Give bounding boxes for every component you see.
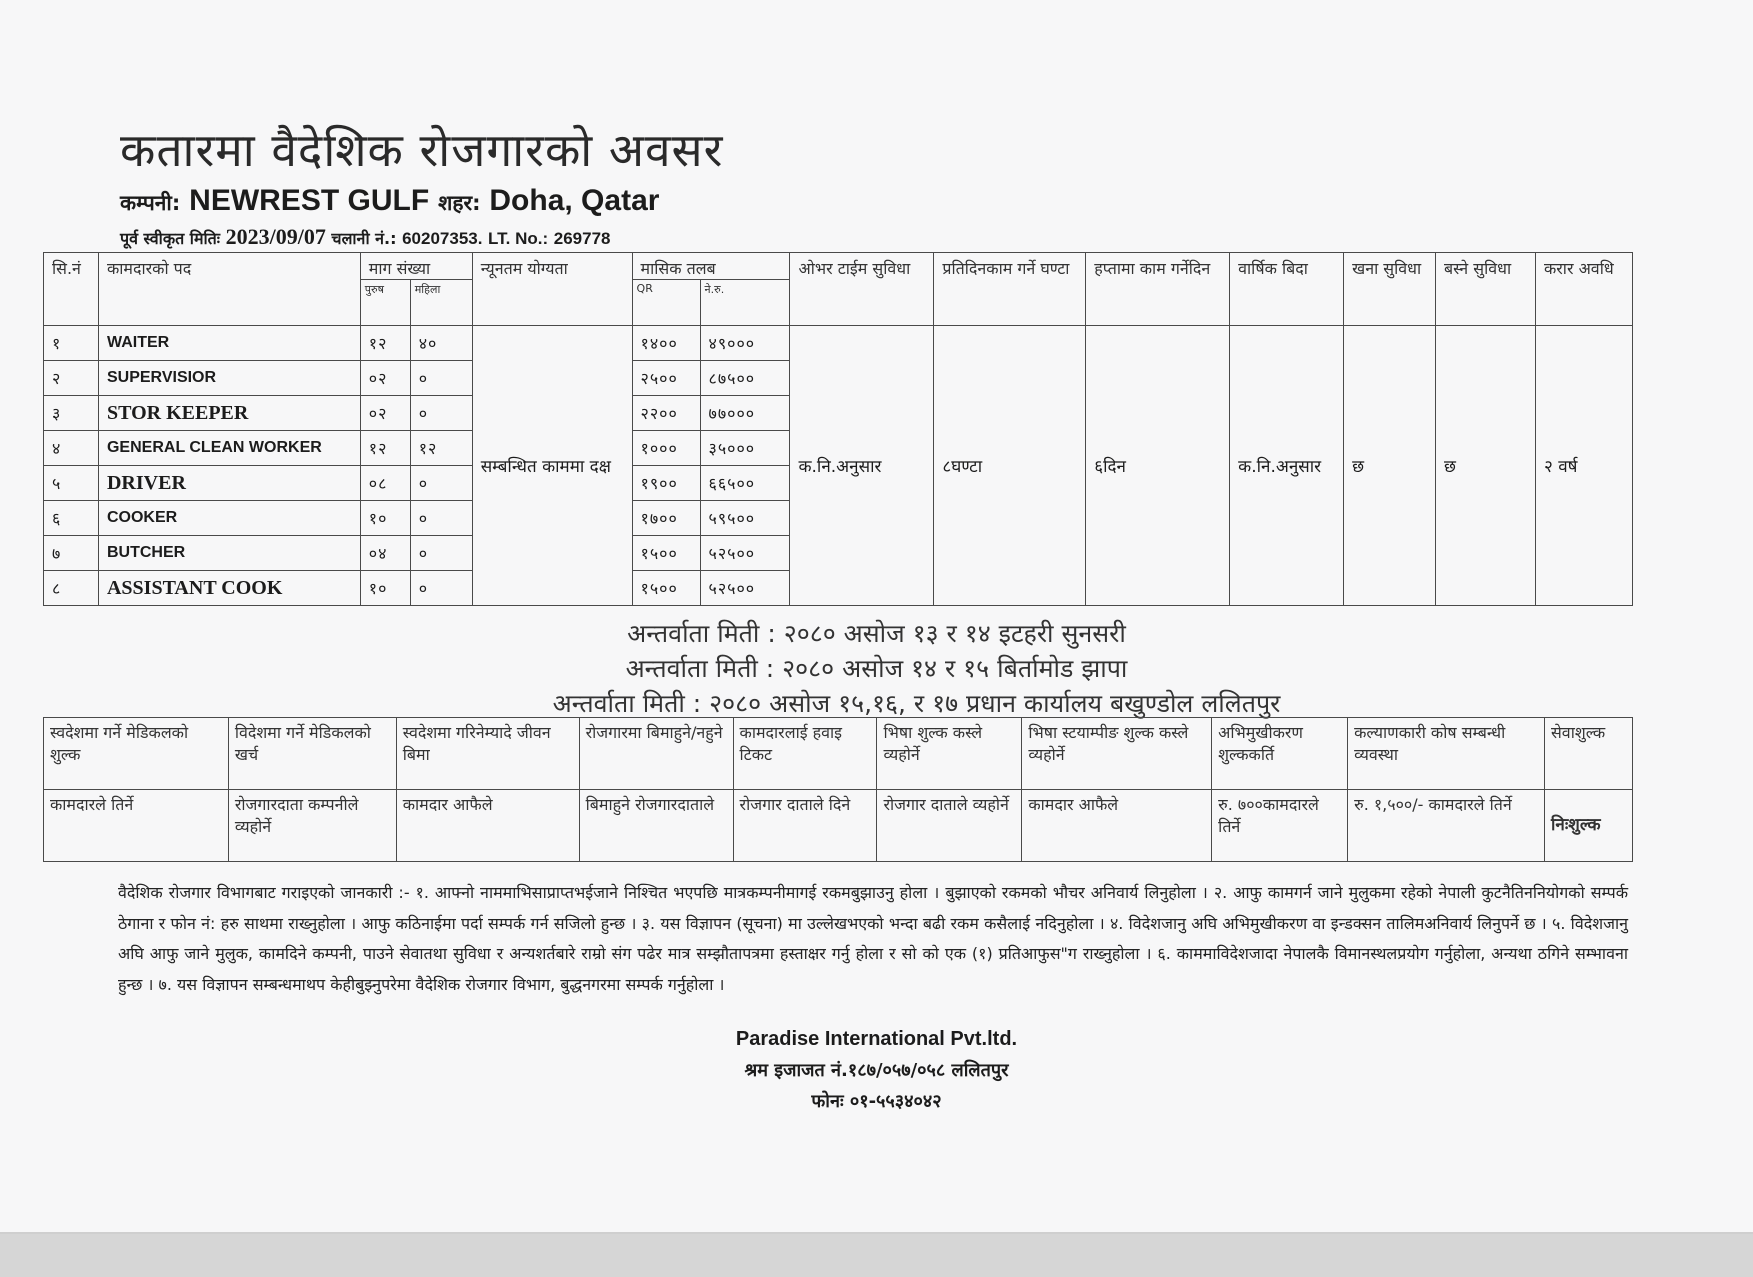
male-cell: १० [360,571,410,606]
hours-cell: ८घण्टा [934,326,1086,606]
city-label: शहर: [438,191,481,215]
female-cell: ० [410,466,472,501]
food-cell: छ [1344,326,1436,606]
npr-cell: ५२५०० [700,571,790,606]
cost-value-cell: बिमाहुने रोजगारदाताले [579,790,733,862]
qualification-cell: सम्बन्धित काममा दक्ष [472,326,632,606]
cost-header-cell: विदेशमा गर्ने मेडिकलको खर्च [228,718,396,790]
cost-value-cell: रु. १,५००/- कामदारले तिर्ने [1348,790,1545,862]
female-cell: ० [410,501,472,536]
sn-cell: ४ [44,431,99,466]
approval-date: 2023/09/07 [225,224,326,249]
page-title: कतारमा वैदेशिक रोजगारको अवसर [120,123,724,177]
qr-cell: १५०० [632,536,700,571]
sn-cell: ७ [44,536,99,571]
cost-header-cell: भिषा स्टयाम्पीङ शुल्क कस्ले व्यहोर्ने [1022,718,1212,790]
city-name: Doha, Qatar [489,184,660,217]
female-cell: ४० [410,326,472,361]
male-cell: १० [360,501,410,536]
qr-cell: १४०० [632,326,700,361]
sn-cell: ५ [44,466,99,501]
cost-value-cell: कामदार आफैले [1022,790,1212,862]
female-cell: ० [410,396,472,431]
approval-line [120,224,610,250]
interview-line-3: अन्तर्वाता मिती : २०८० असोज १५,१६, र १७ प्रधान कार्यालय बखुण्डोल ललितपुर [552,689,1281,718]
female-cell: ० [410,361,472,396]
agency-phone: फोनः ०१-५५३४०४२ [811,1091,942,1112]
npr-cell: ८७५०० [700,361,790,396]
hours-header: प्रतिदिनकाम गर्ने घण्टा [934,253,1086,326]
days-cell: ६दिन [1086,326,1230,606]
cost-header-cell: रोजगारमा बिमाहुने/नहुने [579,718,733,790]
qr-cell: १९०० [632,466,700,501]
accommodation-cell: छ [1436,326,1536,606]
cost-table [43,717,1633,862]
cost-header-cell: सेवाशुल्क [1544,718,1632,790]
position-cell: WAITER [98,326,360,361]
jobs-header-row-1 [44,253,1633,280]
qr-cell: १७०० [632,501,700,536]
position-cell: GENERAL CLEAN WORKER [98,431,360,466]
male-cell: १२ [360,326,410,361]
interview-line-1: अन्तर्वाता मिती : २०८० असोज १३ र १४ इटहरी सुनसरी [627,619,1126,648]
company-line [120,184,659,218]
chalani-label: चलानी नं.: [331,229,397,248]
cost-value-cell: कामदारले तिर्ने [44,790,229,862]
sn-cell: ८ [44,571,99,606]
cost-value-cell: रोजगार दाताले दिने [733,790,877,862]
qr-header: QR [632,280,700,326]
days-header: हप्तामा काम गर्नेदिन [1086,253,1230,326]
male-cell: ०४ [360,536,410,571]
male-cell: ०२ [360,396,410,431]
position-cell: COOKER [98,501,360,536]
npr-header: ने.रु. [700,280,790,326]
cost-header-cell: अभिमुखीकरण शुल्ककर्ति [1212,718,1348,790]
leave-header: वार्षिक बिदा [1230,253,1344,326]
agency-footer [0,1024,1753,1117]
table-row [44,326,1633,361]
cost-value-cell: कामदार आफैले [396,790,579,862]
female-cell: ० [410,571,472,606]
female-header: महिला [410,280,472,326]
position-cell: STOR KEEPER [98,396,360,431]
npr-cell: ५२५०० [700,536,790,571]
sn-cell: २ [44,361,99,396]
cost-value-cell: रोजगार दाताले व्यहोर्ने [877,790,1022,862]
company-name: NEWREST GULF [189,184,430,217]
company-label: कम्पनी: [120,191,181,215]
jobs-table [43,252,1633,606]
cost-value-cell: रु. ७००कामदारले तिर्ने [1212,790,1348,862]
male-cell: १२ [360,431,410,466]
npr-cell: ७७००० [700,396,790,431]
male-cell: ०२ [360,361,410,396]
contract-header: करार अवधि [1535,253,1632,326]
cost-header-cell: कामदारलाई हवाइ टिकट [733,718,877,790]
accommodation-header: बस्ने सुविधा [1436,253,1536,326]
qr-cell: २५०० [632,361,700,396]
sn-cell: ६ [44,501,99,536]
npr-cell: ३५००० [700,431,790,466]
salary-header: मासिक तलब [632,253,790,280]
qr-cell: १५०० [632,571,700,606]
government-notice: वैदेशिक रोजगार विभागबाट गराइएको जानकारी :- १. आफ्नो नाममाभिसाप्राप्तभईजाने निश्चित भएपछि मात्रकम्पनीमागई रकमबुझाउनु होला । बुझाएको रकमको भौचर अनिवार्य लिनुहोला । २. आफु कामगर्न जाने मुलुकमा रहेको नेपाली कुटनैतिननियोगको सम्पर्क ठेगाना र फोन नं: हरु साथमा राख्नुहोला । आफु कठिनाईमा पर्दा सम्पर्क गर्न सजिलो हुन्छ । ३. यस विज्ञापन (सूचना) मा उल्लेखभएको भन्दा बढी रकम कसैलाई नदिनुहोला । ४. विदेशजानु अघि अभिमुखीकरण वा इन्डक्सन तालिमअनिवार्य लिनुपर्ने छ । ५. विदेशजानु अघि आफु जाने मुलुक, कामदिने कम्पनी, पाउने सेवातथा सुविधा र अन्यशर्तबारे राम्रो संग पढेर मात्र सम्झौतापत्रमा हस्ताक्षर गर्नु होला र सो को एक (१) प्रतिआफुस"ग राख्नुहोला । ६. काममाविदेशजादा नेपालकै विमानस्थलप्रयोग गर्नुहोला, अन्यथा ठगिने सम्भावना हुन्छ । ७. यस विज्ञापन सम्बन्धमाथप केहीबुझ्नुपरेमा वैदेशिक रोजगार विभाग, बुद्धनगरमा सम्पर्क गर्नुहोला । [118,883,1628,994]
npr-cell: ४९००० [700,326,790,361]
npr-cell: ५९५०० [700,501,790,536]
sn-cell: ३ [44,396,99,431]
approval-date-label: पूर्व स्वीकृत मितिः [120,229,221,248]
interview-line-2: अन्तर्वाता मिती : २०८० असोज १४ र १५ बिर्तामोड झापा [625,654,1128,683]
overtime-cell: क.नि.अनुसार [790,326,934,606]
npr-cell: ६६५०० [700,466,790,501]
position-header: कामदारको पद [98,253,360,326]
cost-value-cell: रोजगारदाता कम्पनीले व्यहोर्ने [228,790,396,862]
cost-header-cell: कल्याणकारी कोष सम्बन्धी व्यवस्था [1348,718,1545,790]
position-cell: BUTCHER [98,536,360,571]
leave-cell: क.नि.अनुसार [1230,326,1344,606]
cost-value-row [44,790,1633,862]
service-fee-cell: निःशुल्क [1544,790,1632,862]
demand-header: माग संख्या [360,253,472,280]
cost-header-cell: स्वदेशमा गरिनेम्यादे जीवन बिमा [396,718,579,790]
cost-header-cell: स्वदेशमा गर्ने मेडिकलको शुल्क [44,718,229,790]
position-cell: DRIVER [98,466,360,501]
male-header: पुरुष [360,280,410,326]
labor-license: श्रम इजाजत नं.१८७/०५७/०५८ ललितपुर [744,1060,1009,1081]
position-cell: SUPERVISIOR [98,361,360,396]
contract-cell: २ वर्ष [1535,326,1632,606]
food-header: खना सुविधा [1344,253,1436,326]
qualification-header: न्यूनतम योग्यता [472,253,632,326]
qr-cell: १००० [632,431,700,466]
cost-header-cell: भिषा शुल्क कस्ले व्यहोर्ने [877,718,1022,790]
chalani-number: 60207353. [402,229,483,248]
scan-bottom-edge [0,1232,1753,1277]
lt-number: 269778 [553,229,611,248]
position-cell: ASSISTANT COOK [98,571,360,606]
sn-cell: १ [44,326,99,361]
male-cell: ०८ [360,466,410,501]
lt-label: LT. No.: [488,229,549,248]
qr-cell: २२०० [632,396,700,431]
female-cell: १२ [410,431,472,466]
sn-header: सि.नं [44,253,99,326]
agency-name: Paradise International Pvt.ltd. [735,1028,1018,1050]
overtime-header: ओभर टाईम सुविधा [790,253,934,326]
cost-header-row [44,718,1633,790]
female-cell: ० [410,536,472,571]
